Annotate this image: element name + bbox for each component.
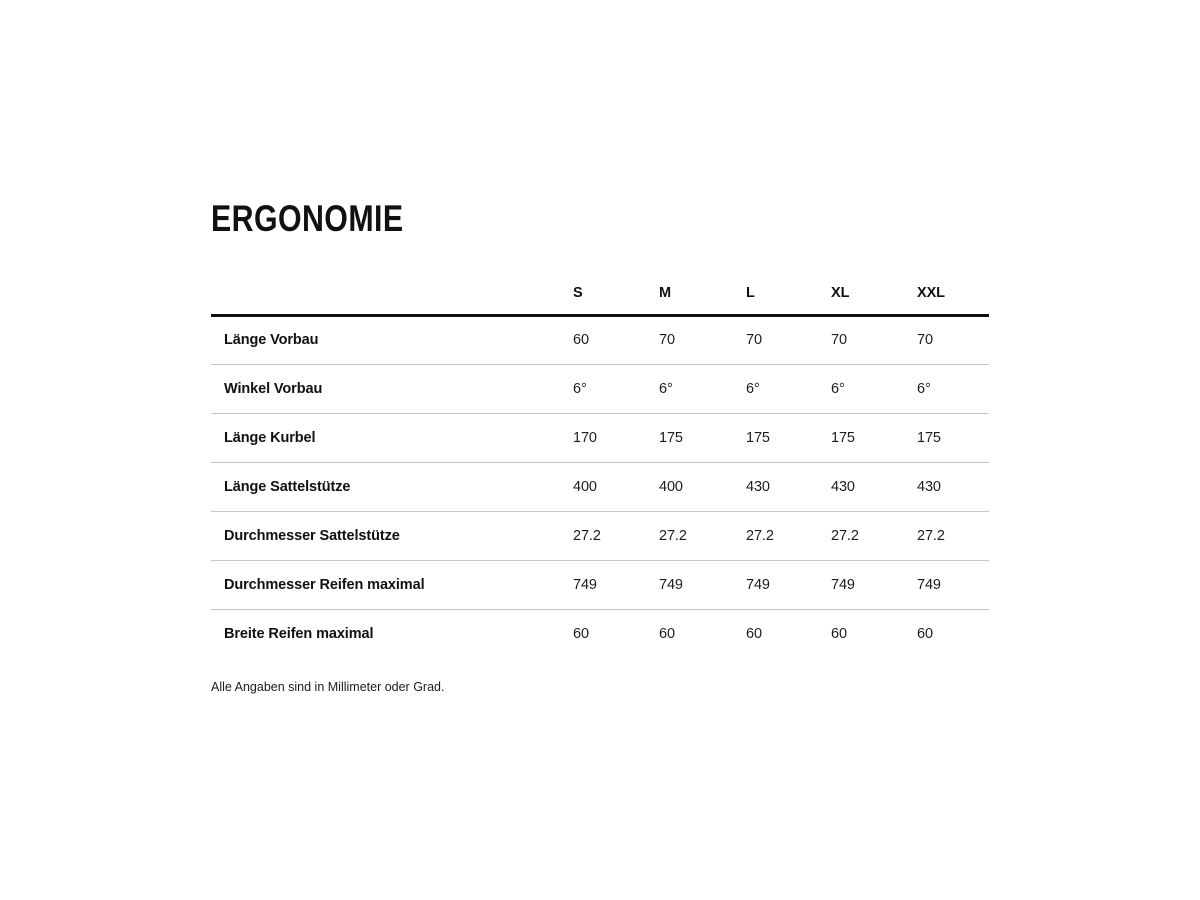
cell-value: 6° <box>917 380 931 397</box>
column-header-xl: XL <box>831 272 917 315</box>
cell-value: 749 <box>831 576 855 593</box>
table-row <box>211 364 989 413</box>
column-header-l: L <box>746 272 831 315</box>
cell-value: 6° <box>831 380 845 397</box>
cell-value: 27.2 <box>917 527 945 544</box>
row-label: Durchmesser Sattelstütze <box>224 527 400 544</box>
cell-value: 400 <box>573 478 597 495</box>
cell-value: 400 <box>659 478 683 495</box>
cell-value: 749 <box>659 576 683 593</box>
cell-value: 27.2 <box>659 527 687 544</box>
cell-value: 70 <box>831 332 847 348</box>
table-header-row <box>211 272 989 315</box>
row-label: Breite Reifen maximal <box>224 625 374 642</box>
column-header-m: M <box>659 272 746 315</box>
column-header-s: S <box>573 272 659 315</box>
cell-value: 60 <box>573 625 589 642</box>
cell-value: 6° <box>659 380 673 397</box>
table-row <box>211 511 989 560</box>
table-row <box>211 315 989 364</box>
ergonomics-table <box>211 272 989 658</box>
row-label: Länge Vorbau <box>224 332 319 348</box>
cell-value: 749 <box>746 576 770 593</box>
row-label: Länge Kurbel <box>224 429 316 446</box>
column-header-xxl: XXL <box>917 272 989 315</box>
cell-value: 70 <box>917 332 933 348</box>
cell-value: 27.2 <box>831 527 859 544</box>
units-footnote: Alle Angaben sind in Millimeter oder Grad. <box>211 680 445 694</box>
cell-value: 27.2 <box>746 527 774 544</box>
table-row <box>211 462 989 511</box>
row-label: Winkel Vorbau <box>224 380 323 397</box>
cell-value: 60 <box>831 625 847 642</box>
table-row <box>211 609 989 658</box>
cell-value: 175 <box>746 429 770 446</box>
row-label: Länge Sattelstütze <box>224 478 351 495</box>
cell-value: 175 <box>659 429 683 446</box>
cell-value: 60 <box>917 625 933 642</box>
cell-value: 6° <box>746 380 760 397</box>
cell-value: 175 <box>831 429 855 446</box>
cell-value: 27.2 <box>573 527 601 544</box>
table-row <box>211 413 989 462</box>
cell-value: 749 <box>917 576 941 593</box>
cell-value: 60 <box>573 332 589 348</box>
table-row <box>211 560 989 609</box>
cell-value: 170 <box>573 429 597 446</box>
row-label: Durchmesser Reifen maximal <box>224 576 425 593</box>
corner-cell <box>211 272 573 315</box>
cell-value: 430 <box>831 478 855 495</box>
cell-value: 430 <box>917 478 941 495</box>
cell-value: 175 <box>917 429 941 446</box>
cell-value: 60 <box>746 625 762 642</box>
cell-value: 70 <box>746 332 762 348</box>
page-title: ERGONOMIE <box>211 198 404 239</box>
cell-value: 60 <box>659 625 675 642</box>
cell-value: 430 <box>746 478 770 495</box>
cell-value: 749 <box>573 576 597 593</box>
cell-value: 6° <box>573 380 587 397</box>
cell-value: 70 <box>659 332 675 348</box>
